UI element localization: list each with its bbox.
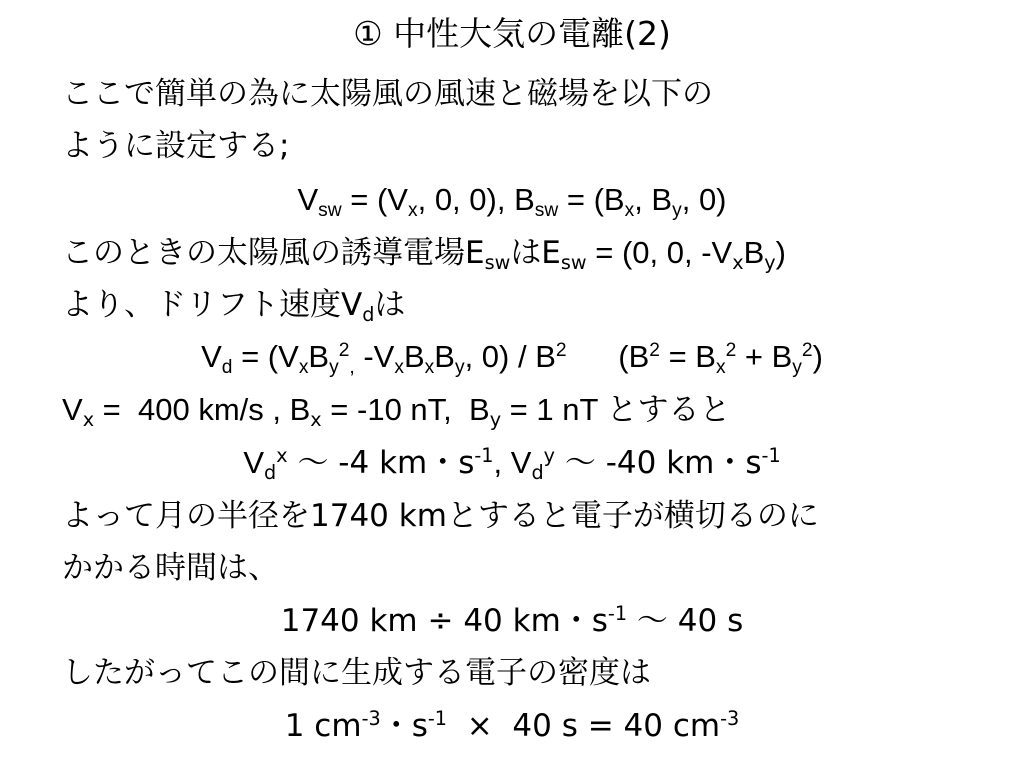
superscript: 2 bbox=[801, 340, 813, 362]
text-segment: B bbox=[403, 339, 425, 374]
superscript: -1 bbox=[474, 444, 494, 468]
paragraph-induced-electric-field bbox=[0, 233, 1024, 273]
text-segment: = -10 nT, B bbox=[321, 392, 490, 427]
superscript: 2 bbox=[555, 340, 567, 362]
text-segment: = 1 nT bbox=[501, 392, 607, 427]
text-segment: , 0) bbox=[681, 182, 727, 217]
superscript: -1 bbox=[427, 707, 448, 731]
text-segment: は bbox=[374, 287, 406, 323]
subscript: y bbox=[329, 356, 339, 378]
subscript: d bbox=[531, 460, 544, 484]
text-segment: V bbox=[243, 445, 265, 480]
equation-crossing-time bbox=[0, 601, 1024, 641]
superscript: -3 bbox=[720, 707, 740, 731]
superscript: -1 bbox=[607, 602, 628, 626]
text-segment: , 0) / B bbox=[464, 339, 556, 374]
paragraph-drift-velocity bbox=[0, 285, 1024, 325]
subscript: y bbox=[792, 356, 802, 378]
text-segment: ・s bbox=[380, 708, 428, 744]
text-segment: = (B bbox=[558, 182, 625, 217]
text-segment: 1 cm bbox=[284, 708, 362, 744]
paragraph-1-line-2: ように設定する; bbox=[62, 128, 290, 164]
text-segment: ) bbox=[775, 235, 786, 270]
superscript: y bbox=[543, 444, 556, 468]
subscript: y bbox=[454, 356, 465, 378]
text-segment: , 0, 0), B bbox=[417, 182, 535, 217]
text-segment: = B bbox=[659, 339, 716, 374]
text-segment: (B bbox=[566, 339, 650, 374]
subscript: x bbox=[394, 356, 404, 378]
text-segment: 〜 -4 km・s bbox=[287, 445, 475, 481]
superscript: 2 bbox=[649, 340, 660, 362]
text-segment: ) bbox=[812, 339, 823, 374]
text-segment: B bbox=[434, 339, 455, 374]
text-segment: 1740 km ÷ 40 km・s bbox=[280, 603, 608, 639]
slide-title: ① 中性大気の電離(2) bbox=[353, 14, 671, 53]
subscript: d bbox=[264, 460, 277, 484]
superscript: x bbox=[276, 444, 288, 468]
superscript: -1 bbox=[761, 444, 781, 468]
text-segment: より、ドリフト速度V bbox=[62, 287, 363, 323]
text-segment: × 40 s = 40 cm bbox=[447, 708, 721, 744]
text-segment: このときの太陽風の誘導電場E bbox=[62, 235, 485, 271]
text-segment: V bbox=[297, 182, 319, 217]
text-segment: + B bbox=[736, 339, 793, 374]
subscript: d bbox=[362, 302, 375, 326]
superscript: 2 bbox=[338, 340, 350, 362]
text-segment: とすると bbox=[606, 392, 731, 428]
text-segment: はE bbox=[510, 235, 561, 271]
subscript: , bbox=[349, 356, 355, 378]
text-segment: 〜 40 s bbox=[627, 603, 744, 639]
subscript: sw bbox=[560, 250, 587, 274]
subscript: x bbox=[82, 407, 95, 431]
equation-electron-density bbox=[0, 706, 1024, 746]
text-segment: = 400 km/s , B bbox=[94, 392, 311, 427]
subscript: x bbox=[407, 199, 418, 221]
subscript: y bbox=[489, 407, 502, 431]
text-segment: = (0, 0, -V bbox=[586, 235, 733, 270]
paragraph-parameter-values bbox=[0, 390, 1024, 430]
subscript: d bbox=[221, 356, 233, 378]
paragraph-1-line-1: ここで簡単の為に太陽風の風速と磁場を以下の bbox=[62, 76, 713, 112]
subscript: x bbox=[298, 356, 309, 378]
paragraph-5-line-1: よって月の半径を1740 kmとすると電子が横切るのに bbox=[62, 498, 819, 534]
text-segment: B bbox=[743, 235, 765, 270]
equation-drift-velocity bbox=[0, 337, 1024, 377]
paragraph-6: したがってこの間に生成する電子の密度は bbox=[62, 655, 651, 691]
text-segment: -V bbox=[354, 339, 395, 374]
text-segment: = (V bbox=[341, 182, 408, 217]
text-segment: , B bbox=[634, 182, 673, 217]
superscript: 2 bbox=[725, 340, 737, 362]
text-segment: B bbox=[308, 339, 330, 374]
subscript: x bbox=[310, 407, 322, 431]
superscript: -3 bbox=[361, 707, 381, 731]
subscript: y bbox=[764, 250, 776, 274]
subscript: x bbox=[624, 199, 635, 221]
equation-drift-components bbox=[0, 443, 1024, 483]
subscript: sw bbox=[318, 199, 342, 221]
text-segment: , V bbox=[493, 445, 532, 480]
subscript: sw bbox=[534, 199, 559, 221]
subscript: x bbox=[715, 356, 726, 378]
equation-solar-wind-vectors bbox=[0, 180, 1024, 220]
text-segment: = (V bbox=[232, 339, 299, 374]
subscript: x bbox=[732, 250, 744, 274]
subscript: x bbox=[424, 356, 435, 378]
paragraph-5-line-2: かかる時間は、 bbox=[62, 550, 279, 586]
text-segment: V bbox=[201, 339, 222, 374]
text-segment: 〜 -40 km・s bbox=[555, 445, 762, 481]
text-segment: V bbox=[62, 392, 83, 427]
subscript: sw bbox=[484, 250, 511, 274]
subscript: y bbox=[672, 199, 682, 221]
